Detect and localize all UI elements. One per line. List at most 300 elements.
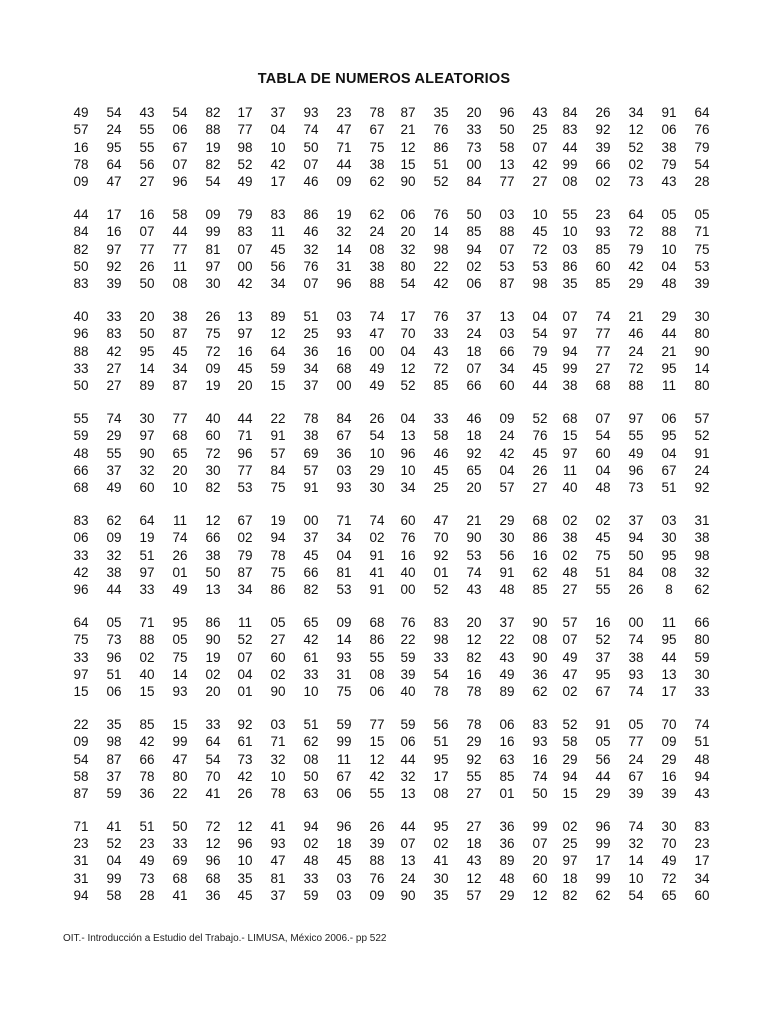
random-number-cell: 13 (237, 308, 253, 324)
random-number-cell: 07 (562, 632, 578, 648)
random-number-cell: 06 (172, 122, 188, 138)
random-number-cell: 29 (369, 462, 385, 478)
random-number-cell: 14 (694, 360, 710, 376)
random-number-cell: 59 (400, 716, 416, 732)
random-number-cell: 97 (139, 564, 155, 580)
table-row (0, 223, 768, 240)
random-number-cell: 04 (661, 445, 677, 461)
random-number-cell: 85 (595, 276, 611, 292)
random-number-cell: 03 (336, 870, 352, 886)
random-number-cell: 10 (172, 480, 188, 496)
random-number-cell: 74 (628, 818, 644, 834)
random-number-cell: 66 (499, 343, 515, 359)
random-number-cell: 97 (562, 853, 578, 869)
random-number-cell: 66 (303, 564, 319, 580)
random-number-cell: 13 (400, 786, 416, 802)
random-number-cell: 45 (336, 853, 352, 869)
random-number-cell: 29 (499, 512, 515, 528)
random-number-cell: 06 (400, 734, 416, 750)
random-number-cell: 43 (433, 343, 449, 359)
random-number-cell: 24 (369, 224, 385, 240)
random-number-cell: 97 (628, 410, 644, 426)
random-number-cell: 40 (562, 480, 578, 496)
random-number-cell: 30 (139, 410, 155, 426)
random-number-cell: 77 (595, 343, 611, 359)
random-number-cell: 33 (205, 716, 221, 732)
random-number-cell: 49 (139, 853, 155, 869)
random-number-cell: 75 (73, 632, 89, 648)
random-number-cell: 47 (270, 853, 286, 869)
random-number-cell: 29 (595, 786, 611, 802)
random-number-cell: 29 (562, 751, 578, 767)
random-number-cell: 52 (595, 632, 611, 648)
random-number-cell: 74 (369, 308, 385, 324)
random-number-cell: 32 (400, 241, 416, 257)
random-number-cell: 21 (661, 343, 677, 359)
random-number-cell: 19 (139, 530, 155, 546)
random-number-cell: 95 (106, 139, 122, 155)
random-number-cell: 13 (499, 156, 515, 172)
random-number-cell: 64 (73, 614, 89, 630)
random-number-cell: 18 (466, 836, 482, 852)
random-number-cell: 12 (532, 888, 548, 904)
random-number-cell: 93 (270, 836, 286, 852)
random-number-cell: 04 (499, 462, 515, 478)
random-number-cell: 89 (499, 853, 515, 869)
random-number-cell: 92 (595, 122, 611, 138)
random-number-cell: 88 (499, 224, 515, 240)
random-number-cell: 77 (369, 716, 385, 732)
random-number-cell: 99 (106, 870, 122, 886)
random-number-cell: 09 (499, 410, 515, 426)
random-number-cell: 16 (532, 547, 548, 563)
random-number-cell: 70 (661, 716, 677, 732)
random-number-cell: 11 (172, 512, 187, 528)
random-number-cell: 67 (369, 122, 385, 138)
random-number-cell: 77 (499, 174, 515, 190)
random-number-cell: 07 (139, 224, 155, 240)
random-number-cell: 62 (303, 734, 319, 750)
random-number-cell: 31 (73, 853, 89, 869)
random-number-cell: 38 (303, 428, 319, 444)
random-number-cell: 11 (661, 614, 676, 630)
random-number-cell: 14 (433, 224, 449, 240)
random-number-cell: 12 (369, 751, 385, 767)
table-row (0, 308, 768, 325)
random-number-cell: 27 (532, 480, 548, 496)
random-number-cell: 30 (205, 276, 221, 292)
random-number-cell: 15 (369, 734, 385, 750)
random-number-cell: 45 (595, 530, 611, 546)
random-number-cell: 08 (369, 666, 385, 682)
random-number-cell: 98 (694, 547, 710, 563)
random-number-cell: 38 (628, 649, 644, 665)
random-number-cell: 90 (532, 649, 548, 665)
random-number-cell: 85 (139, 716, 155, 732)
table-row (0, 360, 768, 377)
random-number-cell: 11 (237, 614, 252, 630)
random-number-cell: 77 (172, 241, 188, 257)
random-number-cell: 78 (73, 156, 89, 172)
random-number-table (0, 104, 768, 920)
random-number-cell: 48 (499, 582, 515, 598)
random-number-cell: 15 (172, 716, 188, 732)
random-number-cell: 76 (433, 308, 449, 324)
random-number-cell: 42 (237, 768, 253, 784)
random-number-cell: 16 (466, 666, 482, 682)
random-number-cell: 17 (595, 853, 611, 869)
random-number-cell: 92 (106, 258, 122, 274)
random-number-cell: 39 (694, 276, 710, 292)
random-number-cell: 74 (532, 768, 548, 784)
random-number-cell: 09 (369, 888, 385, 904)
table-row (0, 547, 768, 564)
random-number-cell: 20 (466, 105, 482, 120)
random-number-cell: 01 (499, 786, 515, 802)
random-number-cell: 96 (73, 326, 89, 342)
random-number-cell: 47 (433, 512, 449, 528)
random-number-cell: 09 (73, 734, 89, 750)
random-number-cell: 51 (661, 480, 677, 496)
random-number-cell: 22 (433, 258, 449, 274)
table-row (0, 785, 768, 802)
random-number-cell: 10 (400, 462, 416, 478)
random-number-cell: 78 (139, 768, 155, 784)
random-number-cell: 02 (433, 836, 449, 852)
table-row (0, 275, 768, 292)
random-number-cell: 42 (499, 445, 515, 461)
random-number-cell: 44 (400, 751, 416, 767)
random-number-cell: 62 (532, 684, 548, 700)
random-number-cell: 79 (694, 139, 710, 155)
random-number-cell: 83 (237, 224, 253, 240)
random-number-cell: 96 (595, 818, 611, 834)
random-number-cell: 73 (106, 632, 122, 648)
random-number-cell: 34 (303, 360, 319, 376)
random-number-cell: 40 (73, 308, 89, 324)
random-number-cell: 32 (303, 241, 319, 257)
random-number-cell: 11 (661, 378, 676, 394)
random-number-cell: 27 (466, 818, 482, 834)
random-number-cell: 54 (73, 751, 89, 767)
random-number-cell: 79 (237, 206, 253, 222)
random-number-cell: 59 (336, 716, 352, 732)
random-number-cell: 54 (205, 751, 221, 767)
random-number-cell: 29 (661, 751, 677, 767)
random-number-cell: 05 (661, 206, 677, 222)
random-number-cell: 20 (466, 614, 482, 630)
random-number-cell: 52 (433, 582, 449, 598)
random-number-cell: 15 (73, 684, 89, 700)
table-row (0, 104, 768, 121)
random-number-cell: 75 (270, 480, 286, 496)
random-number-cell: 98 (433, 241, 449, 257)
random-number-cell: 76 (400, 614, 416, 630)
random-number-cell: 88 (369, 853, 385, 869)
random-number-cell: 20 (237, 378, 253, 394)
random-number-cell: 03 (270, 716, 286, 732)
random-number-cell: 15 (139, 684, 155, 700)
random-number-cell: 58 (106, 888, 122, 904)
random-number-cell: 21 (400, 122, 416, 138)
random-number-cell: 33 (73, 649, 89, 665)
random-number-cell: 09 (205, 360, 221, 376)
random-number-cell: 64 (205, 734, 221, 750)
random-number-cell: 47 (369, 326, 385, 342)
random-number-cell: 24 (106, 122, 122, 138)
random-number-cell: 05 (172, 632, 188, 648)
table-row (0, 581, 768, 598)
random-number-cell: 55 (595, 582, 611, 598)
random-number-cell: 49 (369, 360, 385, 376)
random-number-cell: 72 (628, 360, 644, 376)
random-number-cell: 02 (562, 547, 578, 563)
random-number-cell: 08 (433, 786, 449, 802)
random-number-cell: 97 (562, 326, 578, 342)
random-number-cell: 51 (433, 734, 449, 750)
random-number-cell: 75 (172, 649, 188, 665)
random-number-cell: 96 (205, 853, 221, 869)
random-number-cell: 93 (336, 480, 352, 496)
random-number-cell: 58 (73, 768, 89, 784)
random-number-cell: 69 (303, 445, 319, 461)
random-number-cell: 36 (499, 836, 515, 852)
random-number-cell: 18 (562, 870, 578, 886)
random-number-cell: 43 (466, 853, 482, 869)
random-number-cell: 39 (106, 276, 122, 292)
random-number-cell: 74 (303, 122, 319, 138)
random-number-cell: 34 (694, 870, 710, 886)
random-number-cell: 81 (336, 564, 352, 580)
random-number-cell: 51 (595, 564, 611, 580)
random-number-cell: 03 (661, 512, 677, 528)
random-number-cell: 34 (172, 360, 188, 376)
random-number-cell: 27 (466, 786, 482, 802)
random-number-cell: 04 (237, 666, 253, 682)
random-number-cell: 8 (665, 582, 673, 598)
random-number-cell: 30 (205, 462, 221, 478)
random-number-cell: 13 (661, 666, 677, 682)
random-number-cell: 85 (433, 378, 449, 394)
random-number-cell: 44 (532, 378, 548, 394)
random-number-cell: 44 (237, 410, 253, 426)
random-number-cell: 33 (303, 870, 319, 886)
random-number-cell: 55 (369, 649, 385, 665)
random-number-cell: 85 (532, 582, 548, 598)
random-number-cell: 16 (336, 343, 352, 359)
random-number-cell: 25 (433, 480, 449, 496)
random-number-cell: 44 (73, 206, 89, 222)
random-number-cell: 73 (466, 139, 482, 155)
random-number-cell: 35 (562, 276, 578, 292)
random-number-cell: 68 (369, 614, 385, 630)
random-number-cell: 49 (73, 105, 89, 120)
random-number-cell: 87 (106, 751, 122, 767)
random-number-cell: 07 (499, 241, 515, 257)
random-number-cell: 29 (628, 276, 644, 292)
random-number-cell: 02 (237, 530, 253, 546)
random-number-cell: 15 (400, 156, 416, 172)
random-number-cell: 26 (369, 818, 385, 834)
random-number-cell: 45 (172, 343, 188, 359)
random-number-cell: 68 (336, 360, 352, 376)
random-number-cell: 54 (532, 326, 548, 342)
random-number-cell: 82 (466, 649, 482, 665)
random-number-cell: 34 (270, 276, 286, 292)
random-number-cell: 86 (369, 632, 385, 648)
random-number-cell: 04 (400, 343, 416, 359)
random-number-cell: 12 (270, 326, 286, 342)
random-number-cell: 41 (106, 818, 122, 834)
random-number-cell: 51 (139, 547, 155, 563)
table-row (0, 479, 768, 496)
random-number-cell: 75 (369, 139, 385, 155)
random-number-cell: 88 (628, 378, 644, 394)
random-number-cell: 23 (595, 206, 611, 222)
random-number-cell: 41 (205, 786, 221, 802)
random-number-cell: 41 (433, 853, 449, 869)
random-number-cell: 09 (336, 614, 352, 630)
random-number-cell: 28 (139, 888, 155, 904)
random-number-cell: 52 (106, 836, 122, 852)
random-number-cell: 75 (595, 547, 611, 563)
random-number-cell: 02 (303, 836, 319, 852)
random-number-cell: 90 (694, 343, 710, 359)
random-number-cell: 97 (73, 666, 89, 682)
random-number-cell: 32 (694, 564, 710, 580)
random-number-cell: 12 (237, 818, 253, 834)
random-number-cell: 94 (270, 530, 286, 546)
random-number-cell: 12 (466, 632, 482, 648)
random-number-cell: 87 (400, 105, 416, 120)
random-number-cell: 38 (369, 156, 385, 172)
random-number-cell: 37 (466, 308, 482, 324)
random-number-cell: 56 (499, 547, 515, 563)
random-number-cell: 61 (237, 734, 253, 750)
random-number-cell: 20 (466, 480, 482, 496)
random-number-cell: 24 (499, 428, 515, 444)
random-number-cell: 02 (205, 666, 221, 682)
random-number-cell: 75 (270, 564, 286, 580)
random-number-cell: 82 (73, 241, 89, 257)
random-number-cell: 59 (694, 649, 710, 665)
random-number-cell: 73 (628, 174, 644, 190)
random-number-cell: 68 (172, 428, 188, 444)
random-number-cell: 83 (562, 122, 578, 138)
random-number-cell: 80 (694, 326, 710, 342)
random-number-cell: 97 (237, 326, 253, 342)
random-number-cell: 75 (205, 326, 221, 342)
random-number-cell: 10 (661, 241, 677, 257)
random-number-cell: 97 (205, 258, 221, 274)
random-number-cell: 25 (532, 122, 548, 138)
table-row (0, 614, 768, 631)
random-number-cell: 66 (466, 378, 482, 394)
random-number-cell: 32 (106, 547, 122, 563)
random-number-cell: 48 (499, 870, 515, 886)
random-number-cell: 87 (499, 276, 515, 292)
random-number-cell: 05 (106, 614, 122, 630)
random-number-cell: 38 (205, 547, 221, 563)
random-number-cell: 11 (562, 462, 577, 478)
random-number-cell: 86 (303, 206, 319, 222)
random-number-cell: 83 (106, 326, 122, 342)
random-number-cell: 04 (661, 258, 677, 274)
random-number-cell: 49 (237, 174, 253, 190)
random-number-cell: 37 (595, 649, 611, 665)
random-number-cell: 28 (694, 174, 710, 190)
random-number-cell: 34 (628, 105, 644, 120)
random-number-cell: 84 (270, 462, 286, 478)
random-number-cell: 26 (205, 308, 221, 324)
random-number-cell: 53 (336, 582, 352, 598)
random-number-cell: 76 (433, 122, 449, 138)
random-number-cell: 27 (106, 360, 122, 376)
random-number-cell: 19 (205, 649, 221, 665)
random-number-cell: 64 (106, 156, 122, 172)
random-number-cell: 70 (205, 768, 221, 784)
random-number-cell: 34 (336, 530, 352, 546)
random-number-cell: 96 (73, 582, 89, 598)
random-number-cell: 30 (499, 530, 515, 546)
random-number-cell: 71 (237, 428, 253, 444)
random-number-cell: 78 (466, 716, 482, 732)
table-row (0, 258, 768, 275)
random-number-cell: 14 (172, 666, 188, 682)
random-number-cell: 54 (433, 666, 449, 682)
random-number-cell: 76 (369, 870, 385, 886)
random-number-cell: 44 (661, 649, 677, 665)
random-number-cell: 10 (237, 853, 253, 869)
random-number-cell: 60 (595, 258, 611, 274)
random-number-cell: 16 (595, 614, 611, 630)
random-number-cell: 52 (237, 632, 253, 648)
random-number-cell: 86 (433, 139, 449, 155)
random-number-cell: 10 (303, 684, 319, 700)
random-number-cell: 44 (595, 768, 611, 784)
random-number-cell: 26 (595, 105, 611, 120)
random-number-cell: 43 (661, 174, 677, 190)
random-number-cell: 98 (532, 276, 548, 292)
random-number-cell: 71 (336, 139, 352, 155)
random-number-cell: 51 (433, 156, 449, 172)
random-number-cell: 33 (433, 649, 449, 665)
random-number-cell: 24 (694, 462, 710, 478)
random-number-cell: 17 (661, 684, 677, 700)
random-number-cell: 50 (499, 122, 515, 138)
random-number-cell: 33 (172, 836, 188, 852)
random-number-cell: 06 (661, 122, 677, 138)
random-number-cell: 71 (139, 614, 155, 630)
random-number-cell: 44 (562, 139, 578, 155)
random-number-cell: 89 (270, 308, 286, 324)
random-number-cell: 86 (532, 530, 548, 546)
random-number-cell: 82 (562, 888, 578, 904)
random-number-cell: 53 (237, 480, 253, 496)
random-number-cell: 51 (303, 308, 319, 324)
random-number-cell: 12 (205, 512, 221, 528)
table-row (0, 852, 768, 869)
random-number-cell: 42 (303, 632, 319, 648)
random-number-cell: 30 (369, 480, 385, 496)
random-number-cell: 42 (628, 258, 644, 274)
random-number-cell: 92 (237, 716, 253, 732)
random-number-cell: 84 (336, 410, 352, 426)
random-number-cell: 29 (466, 734, 482, 750)
random-number-cell: 76 (400, 530, 416, 546)
random-number-cell: 13 (400, 853, 416, 869)
random-number-cell: 22 (270, 410, 286, 426)
